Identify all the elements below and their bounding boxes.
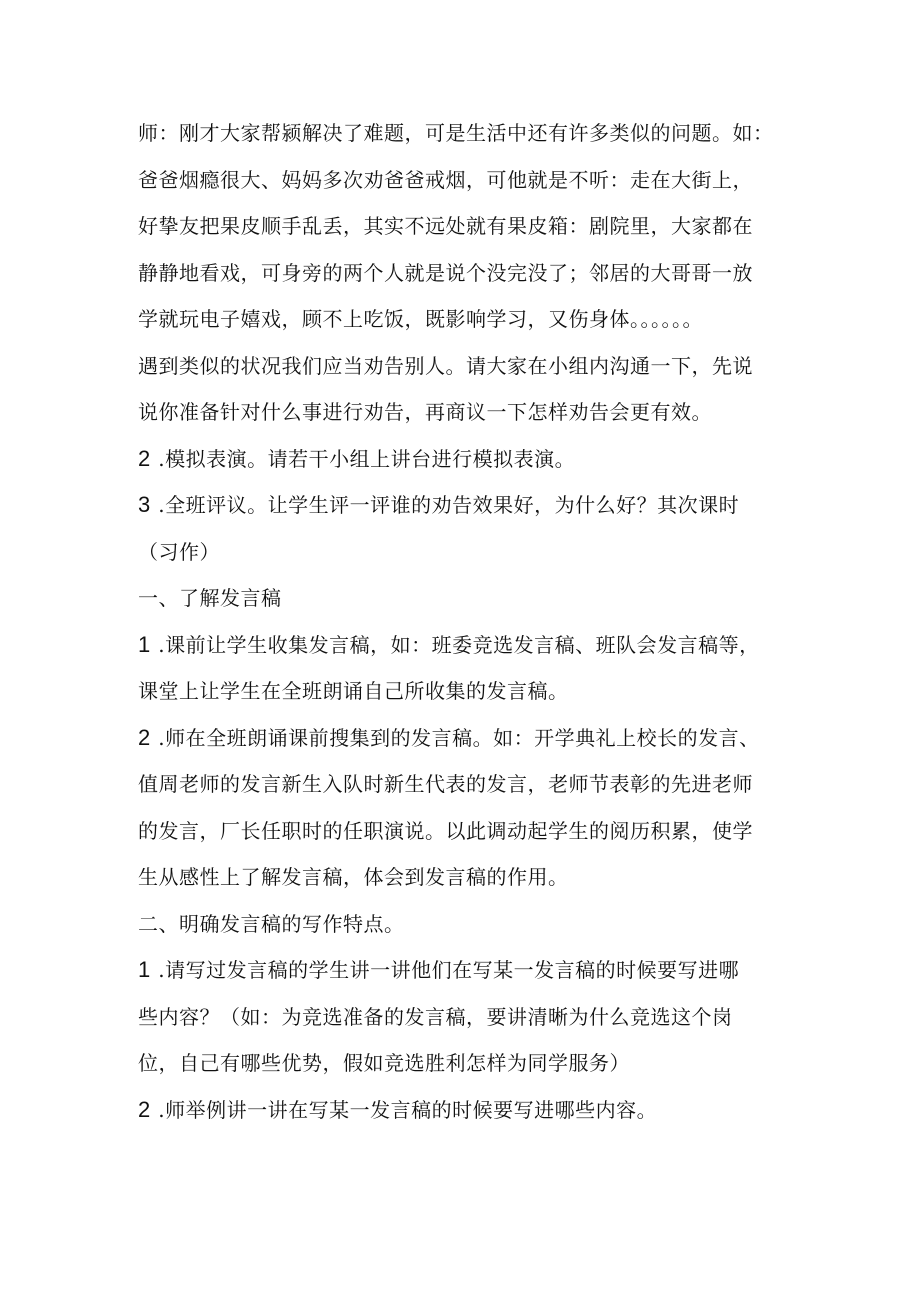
paragraph-line: 值周老师的发言新生入队时新生代表的发言，老师节表彰的先进老师 (138, 772, 753, 796)
list-text: .师举例讲一讲在写某一发言稿的时候要写进哪些内容。 (158, 1097, 658, 1122)
list-text: .全班评议。让学生评一评谁的劝告效果好，为什么好？其次课时 (158, 493, 740, 517)
list-item-2-example (138, 1087, 798, 1134)
paragraph-line: 课堂上让学生在全班朗诵自己所收集的发言稿。 (138, 679, 569, 703)
paragraph-line: 位，自己有哪些优势，假如竞选胜利怎样为同学服务） (138, 1051, 630, 1075)
section-heading-2: 二、明确发言稿的写作特点。 (138, 911, 405, 936)
paragraph-line: 好挚友把果皮顺手乱丢，其实不远处就有果皮箱：剧院里，大家都在 (138, 214, 753, 238)
list-item-1-collect (138, 622, 798, 669)
list-number: 2 (138, 1096, 151, 1122)
paragraph-line: 爸爸烟瘾很大、妈妈多次劝爸爸戒烟，可他就是不听：走在大街上， (138, 167, 753, 192)
list-text: .请写过发言稿的学生讲一讲他们在写某一发言稿的时候要写进哪 (158, 958, 740, 982)
list-item-1-share (138, 947, 798, 994)
section-heading-1: 一、了解发言稿 (138, 586, 282, 610)
list-number: 2 (138, 724, 151, 750)
list-text: .模拟表演。请若干小组上讲台进行模拟表演。 (158, 446, 576, 471)
paragraph-line: 学就玩电子嬉戏，顾不上吃饭，既影响学习，又伤身体。。。。。。 (138, 307, 703, 331)
paragraph-line: 些内容？（如：为竞选准备的发言稿，要讲清晰为什么竞选这个岗 (138, 1004, 733, 1029)
list-number: 1 (138, 957, 151, 982)
paragraph-line: 师：刚才大家帮颍解决了难题，可是生活中还有许多类似的问题。如： (138, 121, 774, 145)
paragraph-line: 生从感性上了解发言稿，体会到发言稿的作用。 (138, 865, 569, 889)
paragraph-line: 遇到类似的状况我们应当劝告别人。请大家在小组内沟通一下，先说 (138, 353, 753, 378)
list-number: 2 (138, 445, 151, 471)
paragraph-line: 的发言，厂长任职时的任职演说。以此调动起学生的阅历积累，使学 (138, 818, 753, 843)
list-number: 1 (138, 631, 151, 657)
list-number: 3 (138, 492, 151, 517)
list-item-2-recite (138, 715, 798, 762)
paragraph-line: （习作） (138, 539, 220, 564)
list-text: .师在全班朗诵课前搜集到的发言稿。如：开学典礼上校长的发言、 (158, 725, 760, 750)
document-page (138, 110, 798, 1133)
list-item-3-evaluation (138, 482, 798, 529)
paragraph-line: 静静地看戏，可身旁的两个人就是说个没完没了；邻居的大哥哥一放 (138, 260, 753, 285)
list-item-2-simulation (138, 436, 798, 483)
paragraph-line: 说你准备针对什么事进行劝告，再商议一下怎样劝告会更有效。 (138, 400, 712, 424)
list-text: .课前让学生收集发言稿，如：班委竞选发言稿、班队会发言稿等， (158, 632, 760, 657)
